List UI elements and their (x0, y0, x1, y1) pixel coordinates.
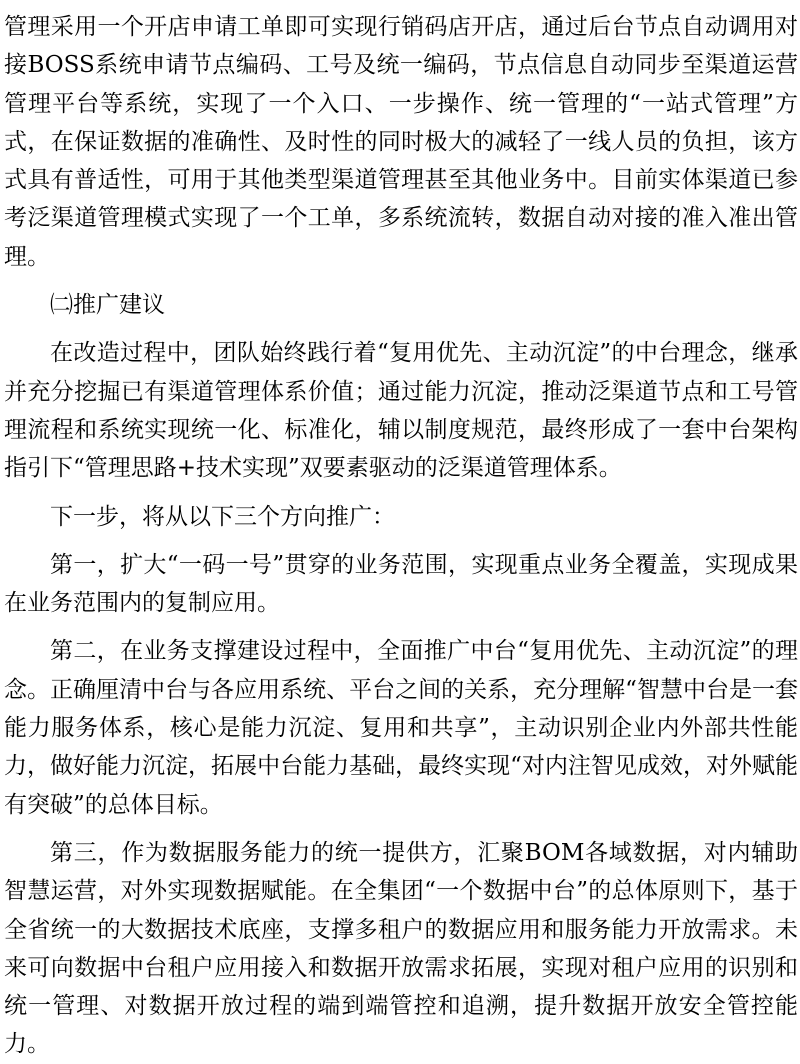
paragraph-direction-three: 第三，作为数据服务能力的统一提供方，汇聚BOM各域数据，对内辅助智慧运营，对外实现数据赋能。在全集团“一个数据中台”的总体原则下，基于全省统一的大数据技术底座，支撑多租户的数据应用和服务能力开放需求。未来可向数据中台租户应用接入和数据开放需求拓展，实现对租户应用的识别和统一管理、对数据开放过程的端到端管控和追溯，提升数据开放安全管控能力。 (4, 839, 798, 1058)
paragraph-middle-platform-philosophy: 在改造过程中，团队始终践行着“复用优先、主动沉淀”的中台理念，继承并充分挖掘已有渠道管理体系价值；通过能力沉淀，推动泛渠道节点和工号管理流程和系统实现统一化、标准化，辅以制度规范，最终形成了一套中台架构指引下“管理思路+技术实现”双要素驱动的泛渠道管理体系。 (4, 340, 798, 482)
section-heading-promotion-suggestions: ㈡推广建议 (50, 292, 165, 319)
paragraph-one-stop-management: 管理采用一个开店申请工单即可实现行销码店开店，通过后台节点自动调用对接BOSS系统申请节点编码、工号及统一编码，节点信息自动同步至渠道运营管理平台等系统，实现了一个入口、一步操作、统一管理的“一站式管理”方式，在保证数据的准确性、及时性的同时极大的减轻了一线人员的负担，该方式具有普适性，可用于其他类型渠道管理甚至其他业务中。目前实体渠道已参考泛渠道管理模式实现了一个工单，多系统流转，数据自动对接的准入准出管理。 (4, 14, 798, 270)
paragraph-direction-two: 第二，在业务支撑建设过程中，全面推广中台“复用优先、主动沉淀”的理念。正确厘清中台与各应用系统、平台之间的关系，充分理解“智慧中台是一套能力服务体系，核心是能力沉淀、复用和共享”，主动识别企业内外部共性能力，做好能力沉淀，拓展中台能力基础，最终实现“对内注智见成效，对外赋能有突破”的总体目标。 (4, 638, 798, 818)
paragraph-next-steps-intro: 下一步，将从以下三个方向推广： (50, 503, 395, 530)
paragraph-direction-one: 第一，扩大“一码一号”贯穿的业务范围，实现重点业务全覆盖，实现成果在业务范围内的复制应用。 (4, 551, 798, 617)
